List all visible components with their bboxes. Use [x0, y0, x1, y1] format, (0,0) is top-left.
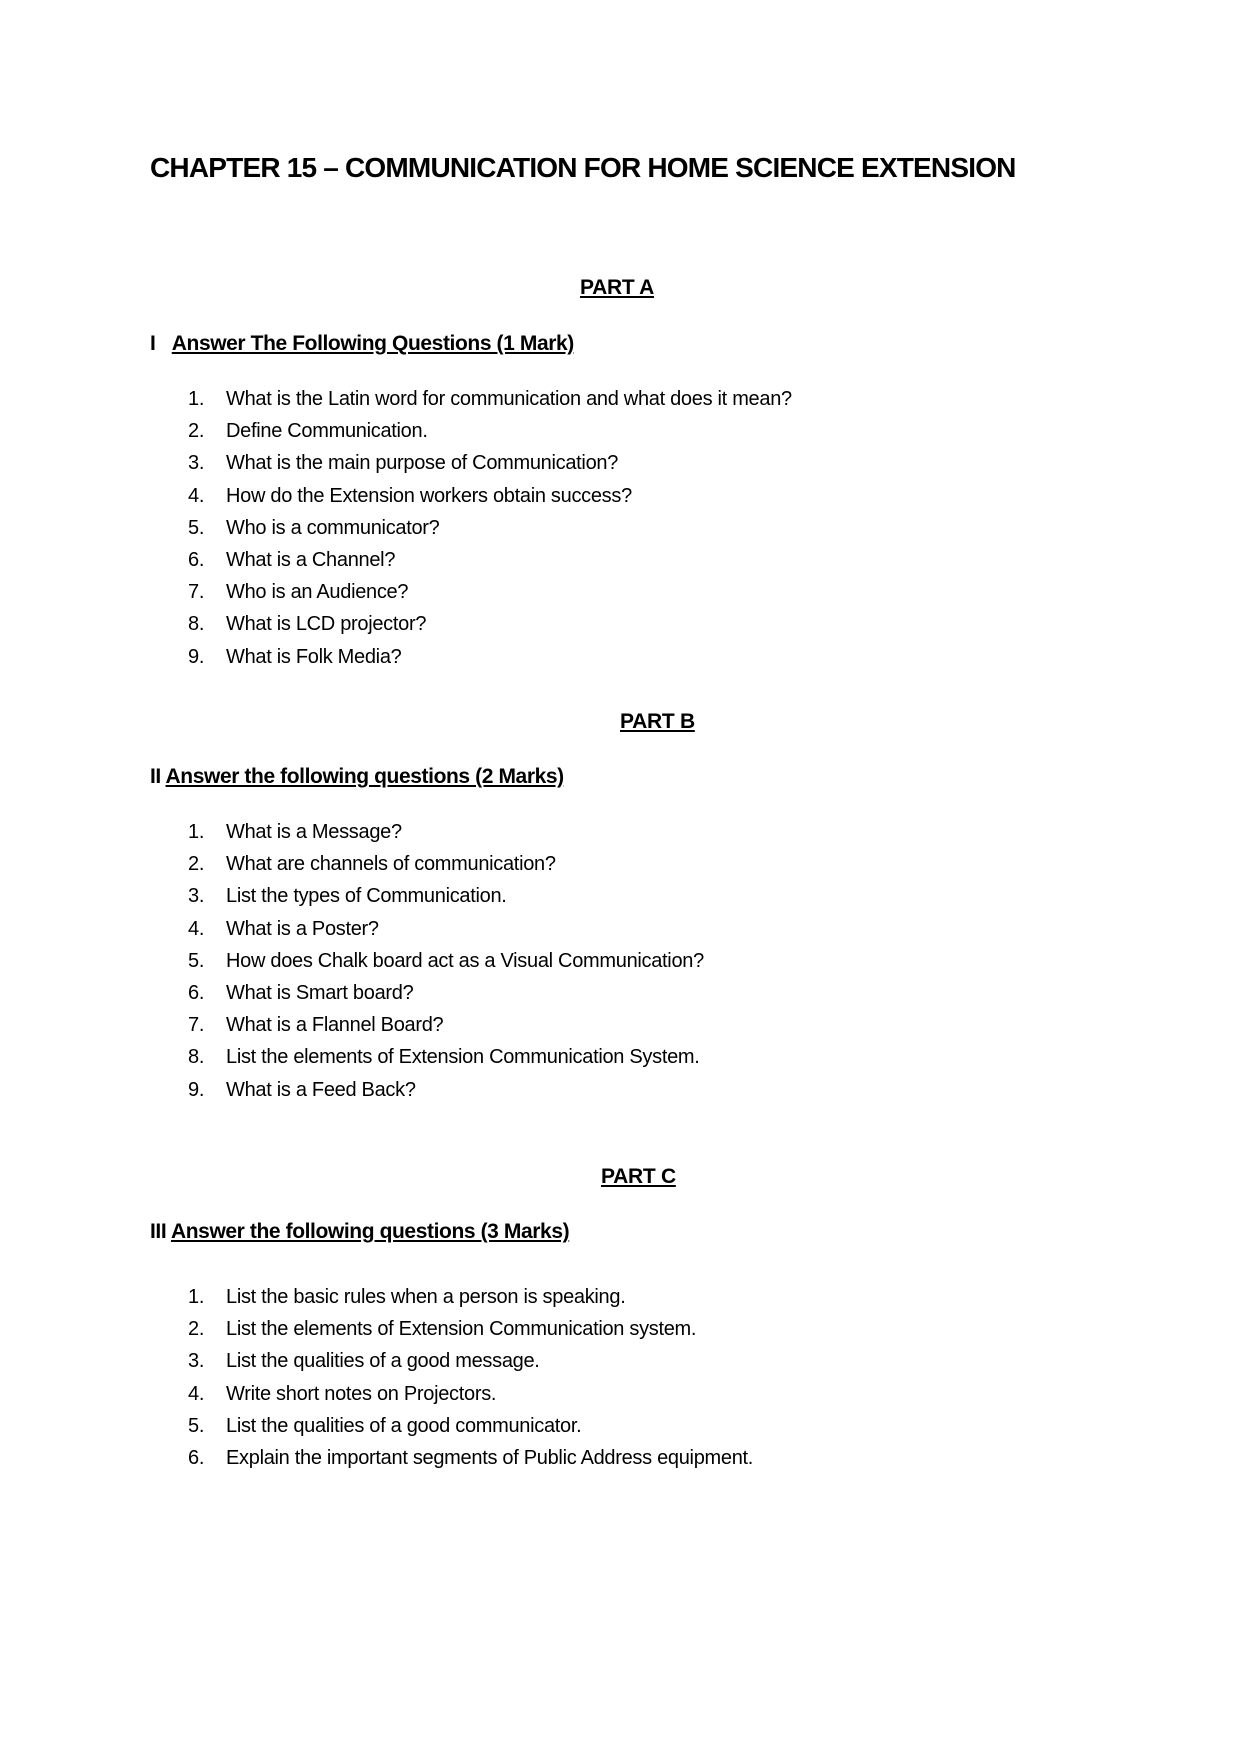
question-text: Who is a communicator? — [226, 516, 440, 539]
question-number: 4. — [188, 484, 205, 507]
question-text: What is LCD projector? — [226, 613, 427, 636]
part-a-label: PART A — [580, 276, 655, 299]
question-text: List the elements of Extension Communication System. — [226, 1046, 700, 1069]
question-number: 2. — [188, 420, 205, 443]
section-heading-text: Answer the following questions (2 Marks) — [165, 765, 564, 788]
question-number: 8. — [188, 1046, 205, 1069]
question-number: 6. — [188, 549, 205, 571]
question-text: What is Smart board? — [226, 982, 414, 1004]
question-text: What is a Poster? — [226, 917, 379, 940]
question-number: 3. — [188, 885, 205, 908]
section-numeral: III — [150, 1220, 167, 1243]
question-number: 9. — [188, 1078, 205, 1101]
question-text: What are channels of communication? — [226, 853, 556, 876]
part-c-label: PART C — [601, 1165, 676, 1188]
question-number: 3. — [188, 1350, 205, 1373]
question-text: What is a Message? — [226, 821, 402, 843]
question-number: 2. — [188, 853, 205, 876]
question-text: List the basic rules when a person is speaking. — [226, 1286, 626, 1308]
question-text: What is a Feed Back? — [226, 1078, 416, 1101]
question-text: How does Chalk board act as a Visual Communication? — [226, 949, 704, 972]
question-number: 1. — [188, 1286, 205, 1308]
question-number: 6. — [188, 1447, 205, 1469]
question-number: 4. — [188, 917, 205, 940]
question-number: 9. — [188, 645, 205, 668]
question-number: 6. — [188, 982, 205, 1004]
section-heading-part-a — [150, 332, 574, 356]
question-number: 1. — [188, 388, 205, 410]
question-text: List the elements of Extension Communication system. — [226, 1318, 697, 1341]
part-b-label: PART B — [620, 710, 695, 733]
question-text: Who is an Audience? — [226, 581, 409, 604]
section-heading-text: Answer the following questions (3 Marks) — [170, 1220, 570, 1243]
question-text: What is a Flannel Board? — [226, 1014, 444, 1037]
question-number: 4. — [188, 1382, 205, 1405]
question-text: List the qualities of a good message. — [226, 1350, 540, 1373]
question-text: How do the Extension workers obtain success? — [226, 484, 632, 507]
question-number: 7. — [188, 1014, 205, 1037]
question-text: Define Communication. — [226, 420, 428, 443]
question-number: 1. — [188, 821, 205, 843]
question-text: Explain the important segments of Public Address equipment. — [226, 1447, 754, 1469]
section-heading-text: Answer The Following Questions (1 Mark) — [171, 332, 574, 355]
question-number: 5. — [188, 1414, 205, 1437]
question-number: 5. — [188, 516, 205, 539]
section-numeral: II — [150, 765, 161, 788]
question-text: List the types of Communication. — [226, 885, 507, 908]
section-heading-part-b — [150, 765, 564, 789]
question-number: 7. — [188, 581, 205, 604]
question-text: Write short notes on Projectors. — [226, 1382, 497, 1405]
question-text: What is the Latin word for communication and what does it mean? — [226, 388, 792, 410]
question-text: What is Folk Media? — [226, 645, 402, 668]
section-numeral: I — [150, 332, 156, 355]
question-number: 5. — [188, 949, 205, 972]
question-number: 3. — [188, 452, 205, 475]
question-text: What is a Channel? — [226, 549, 396, 571]
chapter-title: CHAPTER 15 – COMMUNICATION FOR HOME SCIENCE EXTENSION — [150, 152, 1016, 183]
question-number: 8. — [188, 613, 205, 636]
question-text: What is the main purpose of Communication? — [226, 452, 619, 475]
question-number: 2. — [188, 1318, 205, 1341]
question-text: List the qualities of a good communicator. — [226, 1414, 582, 1437]
section-heading-part-c — [150, 1220, 569, 1244]
